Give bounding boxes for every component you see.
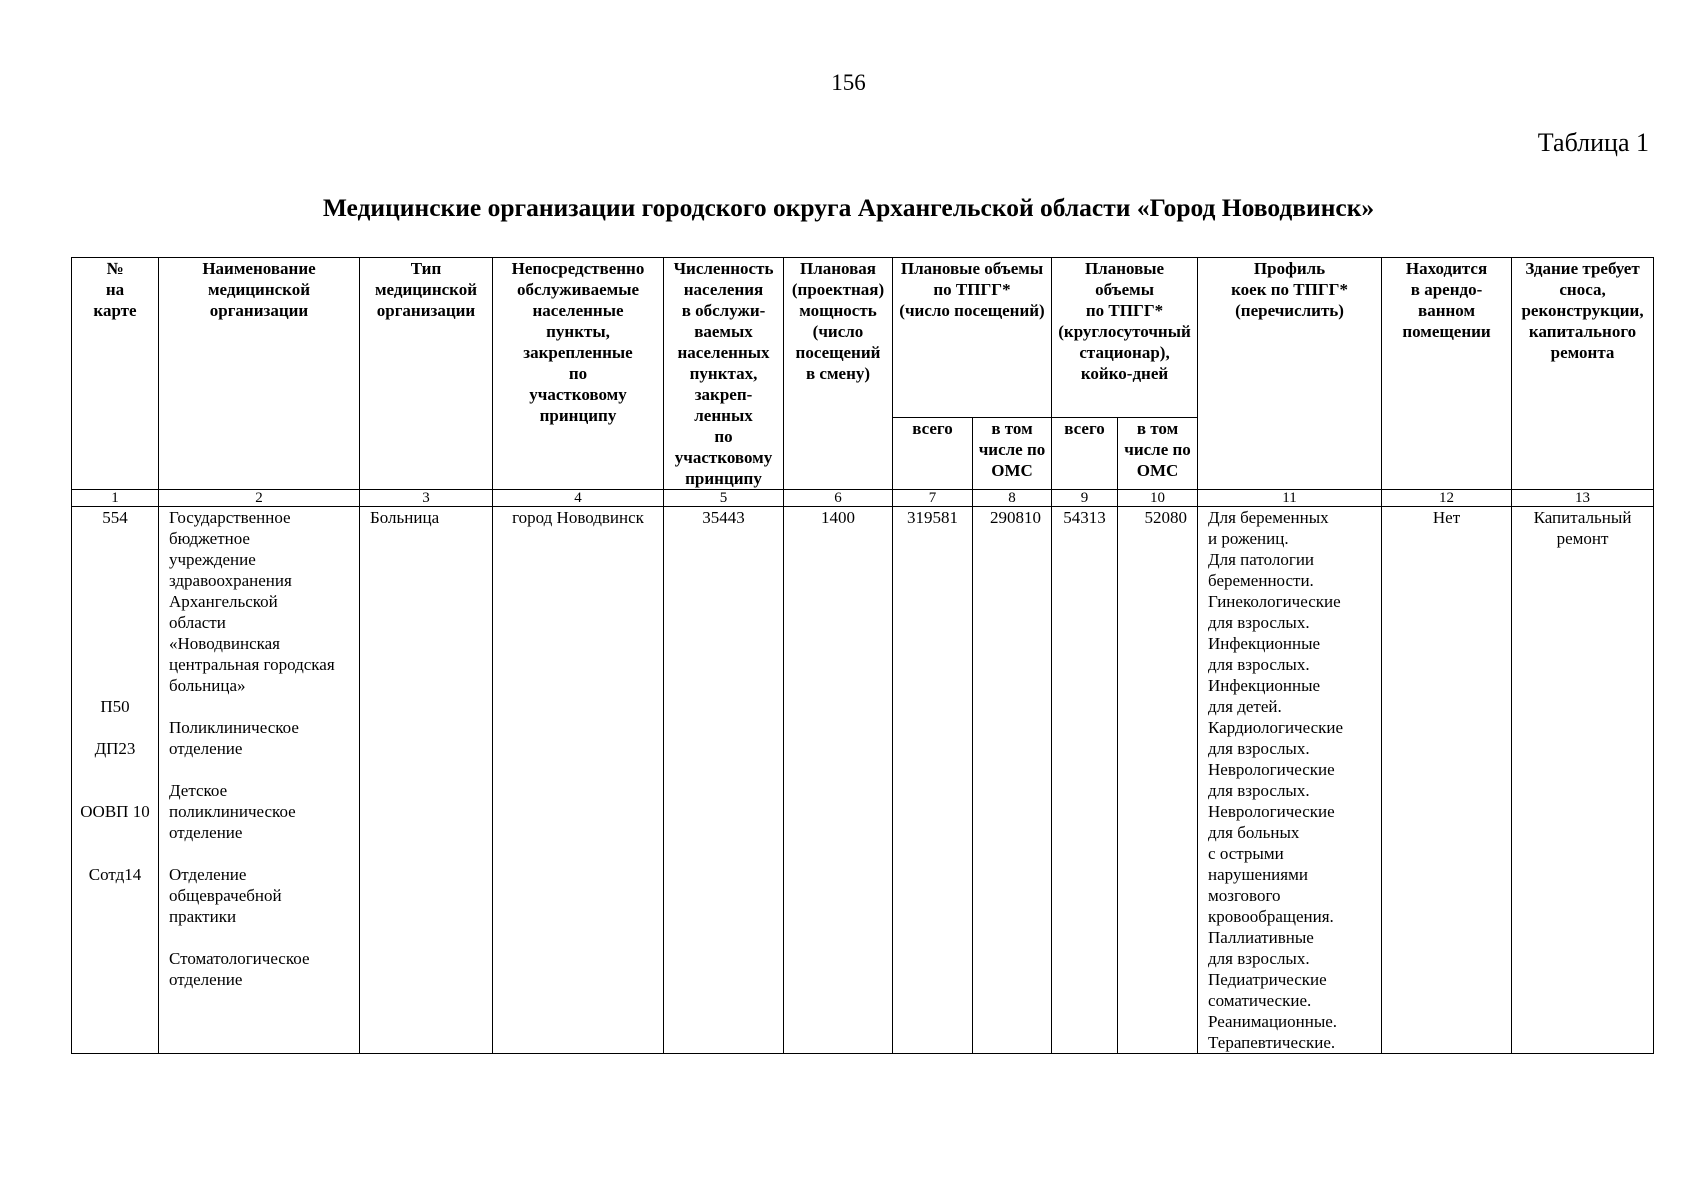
column-number: 7 [893, 490, 973, 507]
header-organization-type: Тип медицинской организации [360, 258, 493, 490]
rented-status: Нет [1382, 507, 1512, 1054]
map-number: 554 [102, 508, 128, 527]
column-number: 13 [1512, 490, 1654, 507]
bed-profiles: Для беременных и рожениц. Для патологии беременности. Гинекологические для взрослых. Инфекционные для взрослых. Инфекционные для детей. Кардиологические для взрослых. Неврологические для взрослых. Неврологические для больных с острыми нарушениями мозгового кровообращения. Паллиативные для взрослых. Педиатрические соматические. Реанимационные. Терапевтические. [1198, 507, 1382, 1054]
settlements: город Новодвинск [493, 507, 664, 1054]
visits-total: 319581 [893, 507, 973, 1054]
header-repair: Здание требует сноса, реконструкции, капитального ремонта [1512, 258, 1654, 490]
map-number: ДП23 [94, 739, 136, 758]
table-row [72, 507, 1654, 1054]
header-rented: Находится в арендо- ванном помещении [1382, 258, 1512, 490]
column-number: 9 [1052, 490, 1118, 507]
header-bed-days-total: всего [1052, 417, 1118, 489]
header-map-number: № на карте [72, 258, 159, 490]
column-number: 2 [159, 490, 360, 507]
capacity: 1400 [784, 507, 893, 1054]
map-number: П50 [100, 697, 130, 716]
organization-name: Стоматологическое отделение [169, 949, 310, 989]
column-number: 6 [784, 490, 893, 507]
header-organization-name: Наименование медицинской организации [159, 258, 360, 490]
bed-days-oms: 52080 [1118, 507, 1198, 1054]
organization-name-cell [159, 507, 360, 1054]
column-number: 3 [360, 490, 493, 507]
organization-name: Детское поликлиническое отделение [169, 781, 296, 842]
map-number: Сотд14 [88, 865, 142, 884]
column-number: 11 [1198, 490, 1382, 507]
organizations-table [71, 257, 1654, 1054]
visits-oms: 290810 [973, 507, 1052, 1054]
table-label: Таблица 1 [1537, 128, 1649, 157]
column-number-row [72, 490, 1654, 507]
column-number: 1 [72, 490, 159, 507]
column-number: 8 [973, 490, 1052, 507]
map-number: ООВП 10 [80, 802, 150, 821]
column-number: 12 [1382, 490, 1512, 507]
header-bed-days-group: Плановые объемы по ТПГГ* (круглосуточный стационар), койко-дней [1052, 258, 1198, 418]
map-number-cell [72, 507, 159, 1054]
header-visits-group: Плановые объемы по ТПГГ* (число посещений) [893, 258, 1052, 418]
population: 35443 [664, 507, 784, 1054]
column-number: 10 [1118, 490, 1198, 507]
organization-name: Поликлиническое отделение [169, 718, 299, 758]
repair-status: Капитальный ремонт [1512, 507, 1654, 1054]
document-title: Медицинские организации городского округа Архангельской области «Город Новодвинск» [322, 193, 1375, 222]
bed-days-total: 54313 [1052, 507, 1118, 1054]
header-bed-days-oms: в том числе по ОМС [1118, 417, 1198, 489]
organization-name: Государственное бюджетное учреждение здравоохранения Архангельской области «Новодвинская центральная городская больница» [169, 508, 335, 695]
header-settlements: Непосредственно обслуживаемые населенные пункты, закрепленные по участковому принципу [493, 258, 664, 490]
column-number: 5 [664, 490, 784, 507]
header-visits-oms: в том числе по ОМС [973, 417, 1052, 489]
column-number: 4 [493, 490, 664, 507]
page-number: 156 [831, 70, 866, 95]
header-visits-total: всего [893, 417, 973, 489]
header-population: Численность населения в обслужи- ваемых населенных пунктах, закреп- ленных по участковому принципу [664, 258, 784, 490]
header-capacity: Плановая (проектная) мощность (число посещений в смену) [784, 258, 893, 490]
header-bed-profiles: Профиль коек по ТПГГ* (перечислить) [1198, 258, 1382, 490]
organization-name: Отделение общеврачебной практики [169, 865, 282, 926]
organization-type: Больница [360, 507, 493, 1054]
